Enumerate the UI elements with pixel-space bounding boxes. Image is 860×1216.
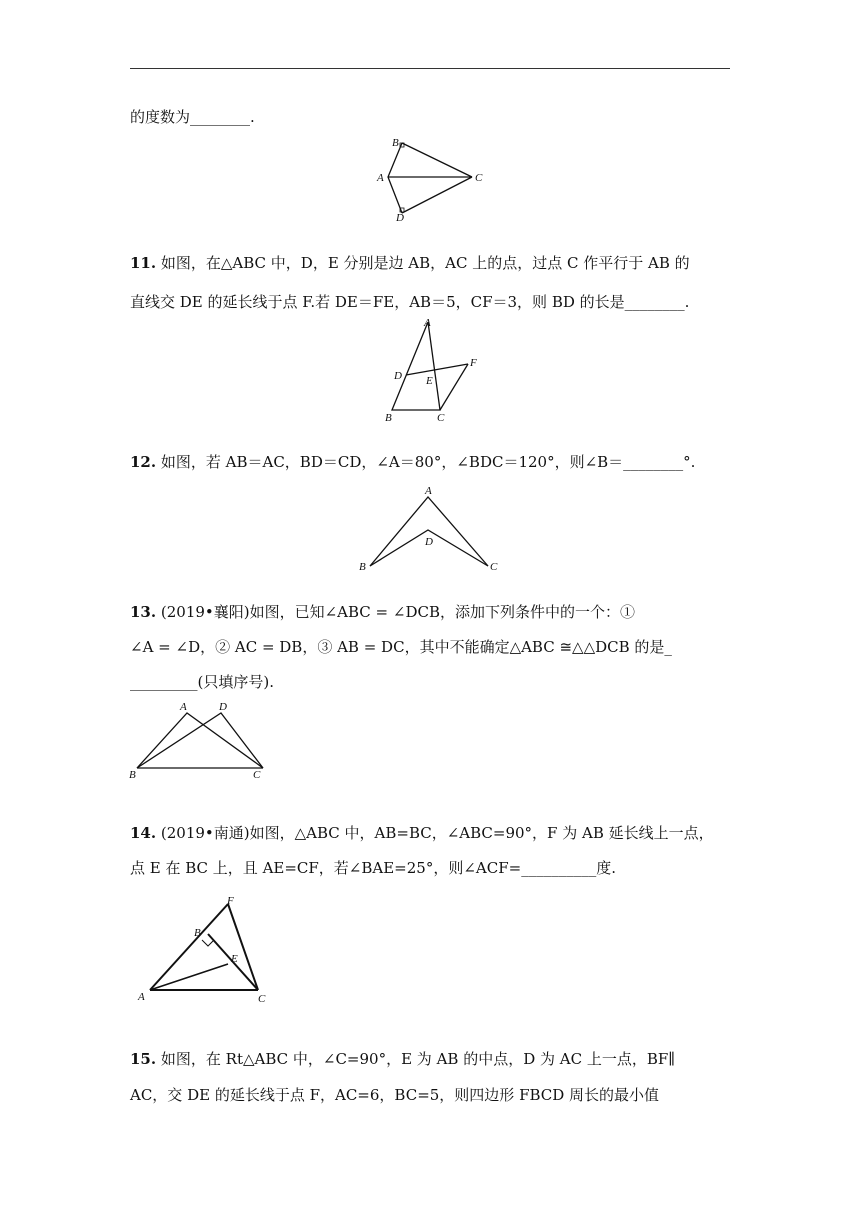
q11-number: 11. <box>130 254 157 272</box>
q14-line-2: 点 E 在 BC 上，且 AE=CF，若∠BAE=25°，则∠ACF=__________度. <box>130 859 616 877</box>
q14-number: 14. <box>130 824 157 842</box>
figure-q14 <box>130 892 280 1007</box>
q15-text-1: 如图，在 Rt△ABC 中，∠C=90°，E 为 AB 的中点，D 为 AC 上一点，BF∥ <box>156 1050 676 1068</box>
q13-number: 13. <box>130 603 157 621</box>
figure-q13 <box>125 698 285 782</box>
q13-line-2: ∠A = ∠D，② AC = DB，③ AB = DC，其中不能确定△ABC ≅△△DCB 的是_ <box>130 638 672 656</box>
fig14-label-b: B <box>194 927 201 939</box>
q13-line-3: _________(只填序号). <box>130 673 274 691</box>
q15-line-2: AC，交 DE 的延长线于点 F，AC=6，BC=5，则四边形 FBCD 周长的最小值 <box>130 1086 660 1104</box>
fig12-label-a: A <box>425 485 432 497</box>
fig11-label-d: D <box>394 370 402 382</box>
q14-line-1 <box>130 823 714 843</box>
fig13-label-b: B <box>129 769 136 781</box>
fig11-label-e: E <box>426 375 433 387</box>
fig14-label-a: A <box>138 991 145 1003</box>
fig13-label-a: A <box>180 701 187 713</box>
fig12-label-c: C <box>490 561 498 573</box>
figure-q10 <box>370 135 490 225</box>
q10-tail-text: 的度数为________. <box>130 108 255 126</box>
figure-q11 <box>380 312 490 427</box>
fig11-label-b: B <box>385 412 392 424</box>
fig13-label-d: D <box>219 701 227 713</box>
fig12-label-b: B <box>359 561 366 573</box>
fig10-label-c: C <box>475 172 483 184</box>
fig11-label-c: C <box>437 412 445 424</box>
fig12-label-d: D <box>425 536 433 548</box>
figure-q12 <box>355 480 505 575</box>
fig13-label-c: C <box>253 769 261 781</box>
fig10-label-d: D <box>396 212 404 224</box>
fig14-label-e: E <box>231 953 238 965</box>
q15-line-1 <box>130 1049 675 1069</box>
q13-text-1: (2019•襄阳)如图，已知∠ABC = ∠DCB，添加下列条件中的一个：① <box>156 603 635 621</box>
fig10-label-a: A <box>377 172 384 184</box>
fig14-label-f: F <box>227 895 234 907</box>
q15-number: 15. <box>130 1050 157 1068</box>
q11-line-1 <box>130 253 690 273</box>
q12-number: 12. <box>130 453 157 471</box>
q12-line-1 <box>130 452 695 472</box>
fig11-label-f: F <box>470 357 477 369</box>
q11-text-1: 如图，在△ABC 中，D，E 分别是边 AB，AC 上的点，过点 C 作平行于 AB 的 <box>156 254 690 272</box>
q13-line-1 <box>130 602 635 622</box>
fig14-label-c: C <box>258 993 266 1005</box>
q11-line-2: 直线交 DE 的延长线于点 F.若 DE＝FE，AB＝5，CF＝3，则 BD 的长是________. <box>130 293 690 311</box>
fig11-label-a: A <box>424 317 431 329</box>
q12-text-1: 如图，若 AB＝AC，BD＝CD，∠A＝80°，∠BDC＝120°，则∠B＝________°. <box>156 453 696 471</box>
fig10-label-b: B <box>392 137 399 149</box>
header-rule <box>130 68 730 69</box>
q14-text-1: (2019•南通)如图，△ABC 中，AB=BC，∠ABC=90°，F 为 AB 延长线上一点， <box>156 824 714 842</box>
